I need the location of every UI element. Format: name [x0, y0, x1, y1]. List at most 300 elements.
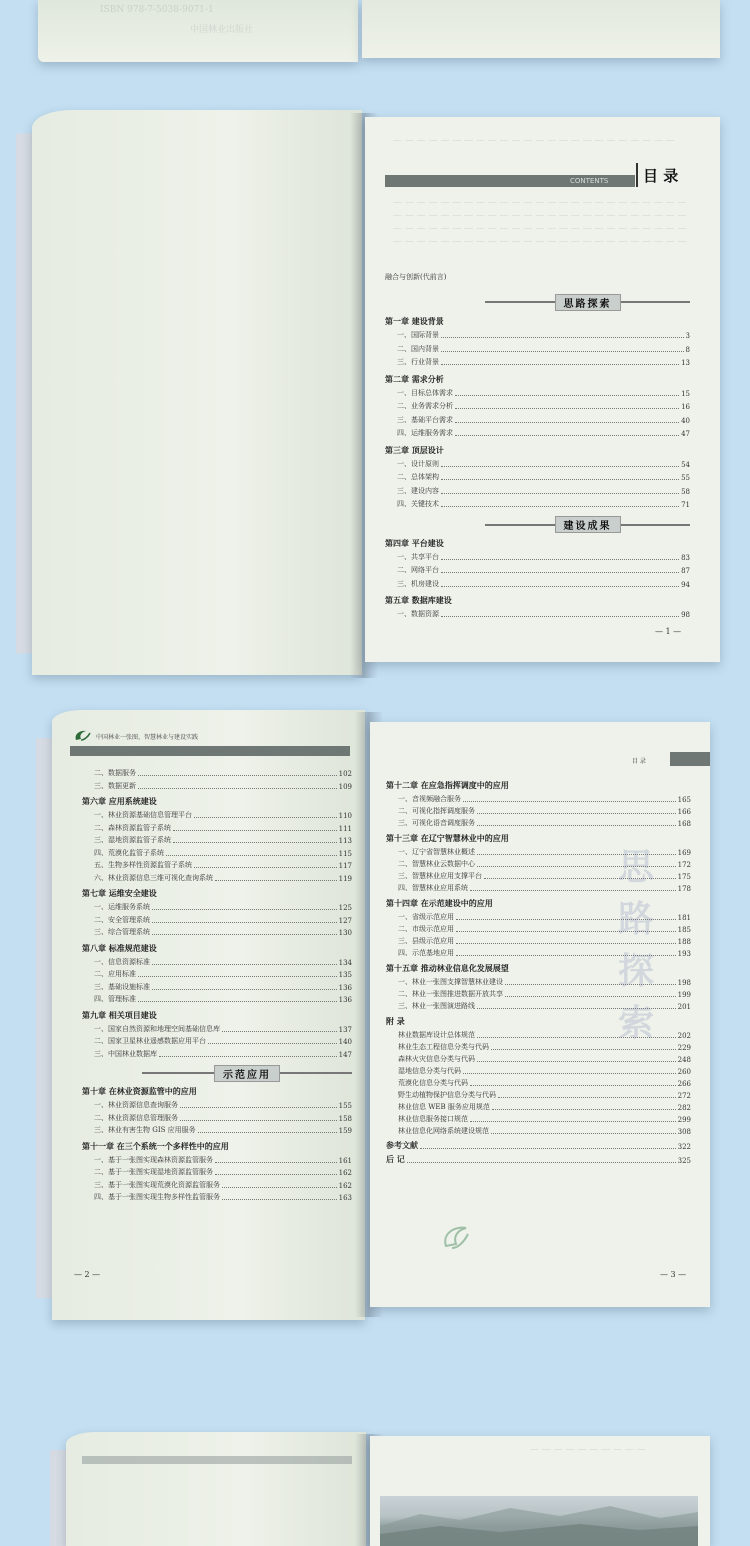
- toc-entry[interactable]: [82, 835, 352, 845]
- toc-entry-title: 三、基础平台需求: [397, 415, 453, 424]
- toc-entry[interactable]: [385, 472, 690, 482]
- toc-entry-title: 三、行业背景: [397, 358, 439, 366]
- toc-entry-title: 三、基于一张图实现荒漠化资源监管服务: [94, 1180, 220, 1189]
- toc-entry-title: 参考文献: [386, 1140, 418, 1150]
- right-header-bar: [670, 752, 710, 766]
- toc-entry-page: 201: [677, 1003, 691, 1011]
- toc-page-3: [386, 780, 691, 1240]
- toc-entry[interactable]: [386, 1126, 691, 1136]
- toc-entry[interactable]: [385, 401, 690, 411]
- toc-entry-page: 308: [677, 1128, 691, 1136]
- book1-faint-text-1: ISBN 978-7-5038-9071-1: [100, 5, 214, 15]
- toc-entry-title: 三、综合管理系统: [94, 928, 150, 936]
- toc-entry[interactable]: [82, 969, 352, 979]
- chapter-title[interactable]: 第十五章 推动林业信息化发展展望: [386, 963, 509, 973]
- toc-entry-title: 二、网络平台: [397, 566, 439, 574]
- dot-leader: [441, 466, 679, 467]
- toc-entry[interactable]: [386, 1066, 691, 1076]
- dot-leader: [505, 996, 676, 997]
- dot-leader: [173, 830, 337, 831]
- right-header-text: 目 录: [632, 758, 646, 765]
- toc-entry-title: 四、基于一张图实现生物多样性监管服务: [94, 1193, 220, 1201]
- contents-header-divider: [636, 163, 638, 187]
- toc-entry[interactable]: [385, 486, 690, 496]
- toc-entry[interactable]: [386, 977, 691, 987]
- dot-leader: [470, 1085, 676, 1086]
- dot-leader: [455, 408, 679, 409]
- book-contents-page-1: [0, 95, 750, 695]
- dot-leader: [477, 854, 676, 855]
- toc-entry-page: 119: [338, 874, 352, 883]
- toc-entry-title: 一、国际背景: [397, 331, 439, 339]
- toc-entry-page: 168: [677, 820, 691, 828]
- toc-entry-page: 175: [677, 873, 691, 881]
- toc-entry[interactable]: [82, 1113, 352, 1123]
- chapter-title[interactable]: 第一章 建设背景: [385, 316, 444, 326]
- dot-leader: [463, 1073, 676, 1074]
- band-label: 示范应用: [214, 1065, 280, 1082]
- dot-leader: [456, 955, 676, 956]
- toc-entry-title: 三、县级示范应用: [398, 937, 454, 945]
- toc-page-1: [385, 272, 690, 632]
- toc-entry-page: 40: [681, 416, 690, 425]
- band-line: [485, 524, 555, 526]
- toc-entry-title: 二、智慧林业云数据中心: [398, 860, 475, 868]
- book-bottom-cropped: [0, 1400, 750, 1546]
- dot-leader: [138, 775, 337, 776]
- dot-leader: [166, 855, 337, 856]
- toc-entry-title: 二、林业一张图推进数据开放共享: [398, 990, 503, 998]
- toc-entry[interactable]: [386, 847, 691, 857]
- toc-entry[interactable]: [385, 330, 690, 340]
- toc-entry-title: 一、国家自然资源和地理空间基础信息库: [94, 1024, 220, 1033]
- toc-entry[interactable]: [385, 344, 690, 354]
- toc-entry[interactable]: [82, 873, 352, 883]
- toc-entry-page: 135: [338, 971, 352, 979]
- toc-entry-title: 四、荒漠化监管子系统: [94, 848, 164, 857]
- toc-entry-page: 113: [338, 837, 352, 845]
- dot-leader: [470, 890, 676, 891]
- toc-entry-title: 一、设计原则: [397, 459, 439, 468]
- dot-leader: [222, 1199, 337, 1200]
- toc-entry[interactable]: [82, 1125, 352, 1135]
- chapter-title[interactable]: 第三章 顶层设计: [385, 444, 444, 455]
- chapter-title[interactable]: 第十三章 在辽宁智慧林业中的应用: [386, 833, 509, 843]
- toc-entry[interactable]: [386, 1054, 691, 1064]
- toc-entry-title: 三、智慧林业应用支撑平台: [398, 872, 482, 880]
- toc-entry-title: 三、可视化语音调度服务: [398, 819, 475, 827]
- toc-entry-page: 136: [338, 996, 352, 1004]
- toc-entry-page: 58: [681, 487, 690, 496]
- left-header-title: 中国林业一张图、智慧林业与建设实践: [96, 734, 199, 741]
- toc-entry-page: 83: [681, 553, 690, 562]
- toc-entry[interactable]: [386, 1141, 691, 1151]
- toc-entry[interactable]: [386, 989, 691, 999]
- toc-entry-title: 三、林业有害生物 GIS 应用服务: [94, 1126, 196, 1134]
- dot-leader: [152, 934, 337, 935]
- toc-entry-page: 172: [677, 861, 691, 869]
- dot-leader: [441, 479, 679, 480]
- chapter-title[interactable]: 第九章 相关项目建设: [82, 1009, 157, 1020]
- toc-entry-page: 185: [677, 926, 691, 934]
- toc-entry[interactable]: [82, 1024, 352, 1034]
- dot-leader: [463, 801, 676, 802]
- toc-entry-page: 169: [677, 849, 691, 857]
- toc-entry-page: 166: [677, 808, 691, 816]
- book-top-cropped: [0, 0, 750, 70]
- dot-leader: [477, 866, 676, 867]
- toc-entry[interactable]: [82, 1100, 352, 1110]
- toc-entry[interactable]: [386, 1030, 691, 1040]
- toc-entry-page: 193: [677, 950, 691, 958]
- toc-entry[interactable]: [386, 1001, 691, 1011]
- toc-entry-title: 一、共享平台: [397, 552, 439, 561]
- toc-entry[interactable]: [82, 1155, 352, 1165]
- toc-entry-page: 71: [681, 501, 690, 509]
- toc-entry[interactable]: [385, 357, 690, 367]
- dot-leader: [441, 586, 679, 587]
- chapter-title[interactable]: 第十二章 在应急指挥调度中的应用: [386, 780, 509, 790]
- toc-entry-page: 165: [677, 796, 691, 804]
- toc-entry-title: 二、国家卫星林业遥感数据应用平台: [94, 1037, 206, 1045]
- toc-entry-title: 四、智慧林业应用系统: [398, 884, 468, 892]
- toc-entry-page: 140: [338, 1038, 352, 1046]
- toc-entry[interactable]: [386, 1114, 691, 1124]
- band-sitl: [485, 295, 690, 309]
- section-band: [142, 1066, 352, 1080]
- dot-leader: [491, 1133, 676, 1134]
- dot-leader: [215, 1174, 337, 1175]
- chapter-title[interactable]: 第八章 标准规范建设: [82, 942, 157, 953]
- toc-entry-title: 四、示范基地应用: [398, 949, 454, 957]
- toc-entry[interactable]: [82, 1036, 352, 1046]
- book2-right-page: — — — — — — — — — — — — — — — — — — — — — — — — CONTENTS 目 录 — — — — — — — — — — — — — — — — — — — — — — — — — — — — — — — — — — — — — — — — — — — — — — — — — — — — — — — — — — — — — — — — — — — — — — — — — — — — — — — — — — — — — — — — — — — — — — — — — — — — 融合与创新(代前言) 思路探索 第一章 建设背景 一、国际背景 3 二、国内背景 8 三、行业背景 13 第二章 需求分析 一、目标总体需求 15 二、业务需求分析 16 三、基础平台需求 40 四、运维服务需求 47 第三章 顶层设计 一、设计原则 54 二、总体架构 55 三、建设内容 58 四、关键技术 71 建设成果 第四章 平台建设 一、共享平台 83 二、网络平台 87 三、机房建设 94 第五章 数据库建设 一、数据资源 98 — 1 —: [365, 117, 720, 662]
- band-line: [142, 1072, 214, 1074]
- chapter-title[interactable]: 第四章 平台建设: [385, 537, 444, 548]
- toc-entry-page: 229: [677, 1044, 691, 1052]
- chapter-title[interactable]: 第七章 运维安全建设: [82, 888, 157, 898]
- toc-entry-page: 102: [338, 770, 352, 778]
- chapter-title[interactable]: 第十四章 在示范建设中的应用: [386, 898, 493, 908]
- dot-leader: [477, 1037, 676, 1038]
- dot-leader: [208, 1043, 337, 1044]
- toc-entry[interactable]: [385, 552, 690, 562]
- toc-entry[interactable]: [82, 957, 352, 967]
- band-label: 思路探索: [555, 294, 621, 311]
- toc-entry[interactable]: [386, 883, 691, 893]
- toc-entry[interactable]: [386, 1155, 691, 1165]
- toc-entry[interactable]: [386, 871, 691, 881]
- toc-entry[interactable]: [386, 936, 691, 946]
- toc-entry-title: 三、基础设施标准: [94, 982, 150, 991]
- dot-leader: [138, 976, 337, 977]
- toc-entry-page: 159: [338, 1127, 352, 1135]
- toc-entry-page: 161: [338, 1156, 352, 1165]
- toc-entry-page: 87: [681, 567, 690, 575]
- toc-entry[interactable]: [82, 768, 352, 778]
- toc-entry-title: 二、林业资源信息管理服务: [94, 1113, 178, 1122]
- toc-entry[interactable]: [385, 609, 690, 619]
- toc-entry-page: 155: [338, 1102, 352, 1110]
- toc-entry-title: 二、业务需求分析: [397, 402, 453, 410]
- toc-entry-title: 湿地信息分类与代码: [398, 1067, 461, 1075]
- band-line: [280, 1072, 352, 1074]
- toc-entry-page: 325: [677, 1157, 691, 1165]
- contents-en-label: CONTENTS: [570, 177, 609, 185]
- dot-leader: [505, 984, 676, 985]
- toc-entry[interactable]: [385, 415, 690, 425]
- dot-leader: [159, 1056, 337, 1057]
- toc-entry-title: 林业生态工程信息分类与代码: [398, 1043, 489, 1051]
- toc-entry-page: 299: [677, 1116, 691, 1124]
- dot-leader: [138, 788, 337, 789]
- toc-entry-title: 二、市级示范应用: [398, 925, 454, 933]
- chapter-title[interactable]: 附 录: [386, 1016, 405, 1026]
- toc-entry-title: 二、基于一张图实现湿地资源监管服务: [94, 1168, 213, 1176]
- dot-leader: [441, 351, 684, 352]
- dot-leader: [152, 909, 337, 910]
- toc-entry-title: 林业信息服务接口规范: [398, 1115, 468, 1123]
- toc-entry[interactable]: [82, 1049, 352, 1059]
- dot-leader: [441, 337, 684, 338]
- toc-entry[interactable]: [385, 459, 690, 469]
- toc-entry-page: 202: [677, 1032, 691, 1040]
- toc-entry-page: 94: [681, 580, 690, 589]
- dot-leader: [180, 1107, 337, 1108]
- chapter-title[interactable]: 第六章 应用系统建设: [82, 796, 157, 806]
- toc-entry-page: 188: [677, 938, 691, 946]
- toc-entry[interactable]: [82, 860, 352, 870]
- toc-entry[interactable]: [82, 902, 352, 912]
- toc-entry-title: 一、林业资源信息查询服务: [94, 1101, 178, 1109]
- toc-entry-title: 一、运维服务系统: [94, 903, 150, 911]
- toc-entry[interactable]: [82, 915, 352, 925]
- toc-entry[interactable]: [385, 565, 690, 575]
- page-number: — 1 —: [655, 627, 682, 636]
- toc-entry-page: 322: [677, 1143, 691, 1151]
- toc-entry[interactable]: [386, 1090, 691, 1100]
- toc-entry-title: 二、国内背景: [397, 344, 439, 353]
- book3-left-page: [52, 710, 365, 1320]
- dot-leader: [455, 422, 679, 423]
- toc-entry[interactable]: [82, 810, 352, 820]
- toc-entry[interactable]: [385, 499, 690, 509]
- chapter-title[interactable]: 第十章 在林业资源监管中的应用: [82, 1086, 197, 1096]
- toc-entry-page: 248: [677, 1056, 691, 1064]
- book4-left-page: [66, 1432, 366, 1546]
- section-band: [485, 518, 690, 532]
- toc-entry[interactable]: [386, 806, 691, 816]
- toc-entry-title: 二、总体架构: [397, 473, 439, 481]
- toc-entry[interactable]: [82, 781, 352, 791]
- dot-leader: [441, 572, 679, 573]
- dot-leader: [441, 616, 679, 617]
- toc-entry-page: 16: [681, 403, 690, 411]
- toc-entry-title: 二、可视化指挥调度服务: [398, 807, 475, 815]
- toc-entry[interactable]: [386, 1102, 691, 1112]
- toc-entry-page: 162: [338, 1169, 352, 1177]
- toc-entry-page: 181: [677, 914, 691, 922]
- toc-entry-page: 127: [338, 916, 352, 925]
- toc-entry-title: 野生动植物保护信息分类与代码: [398, 1091, 496, 1099]
- toc-entry[interactable]: [385, 579, 690, 589]
- toc-entry-title: 一、基于一张图实现森林资源监管服务: [94, 1155, 213, 1164]
- toc-entry-page: 98: [681, 611, 690, 619]
- dot-leader: [441, 506, 679, 507]
- toc-entry-title: 林业数据库设计总体规范: [398, 1031, 475, 1039]
- chapter-title[interactable]: 第五章 数据库建设: [385, 595, 452, 605]
- toc-entry[interactable]: [386, 859, 691, 869]
- toc-entry-title: 二、数据服务: [94, 769, 136, 777]
- toc-entry-page: 272: [677, 1092, 691, 1100]
- toc-entry-title: 一、辽宁省智慧林业概述: [398, 848, 475, 856]
- dot-leader: [477, 1008, 676, 1009]
- landscape-photo: [380, 1496, 698, 1546]
- toc-entry-title: 三、湿地资源监管子系统: [94, 836, 171, 844]
- toc-entry-title: 三、数据更新: [94, 782, 136, 790]
- book3-right-page: [370, 722, 710, 1307]
- toc-entry-title: 四、管理标准: [94, 995, 136, 1003]
- dot-leader: [456, 931, 676, 932]
- dot-leader: [198, 1132, 337, 1133]
- toc-entry[interactable]: [82, 1192, 352, 1202]
- chapter-title[interactable]: 第十一章 在三个系统一个多样性中的应用: [82, 1140, 229, 1151]
- dot-leader: [492, 1109, 676, 1110]
- book1-right-page: [362, 0, 720, 58]
- dot-leader: [152, 964, 337, 965]
- toc-entry-page: 54: [681, 460, 690, 469]
- dot-leader: [477, 825, 676, 826]
- toc-entry[interactable]: [82, 848, 352, 858]
- toc-entry-page: 115: [338, 849, 352, 858]
- toc-entry-page: 199: [677, 991, 691, 999]
- dot-leader: [138, 1001, 337, 1002]
- toc-entry[interactable]: [385, 428, 690, 438]
- toc-entry-title: 一、目标总体需求: [397, 388, 453, 397]
- toc-entry[interactable]: [82, 1180, 352, 1190]
- band-line: [621, 524, 691, 526]
- dot-leader: [222, 1031, 337, 1032]
- dot-leader: [484, 878, 676, 879]
- bottom-logo-icon: [440, 1222, 474, 1256]
- toc-entry-title: 二、森林资源监管子系统: [94, 823, 171, 832]
- toc-entry-page: 260: [677, 1068, 691, 1076]
- toc-entry-page: 130: [338, 929, 352, 937]
- toc-entry-title: 林业信息化网络系统建设规范: [398, 1127, 489, 1135]
- dot-leader: [173, 842, 337, 843]
- toc-entry[interactable]: [385, 388, 690, 398]
- dot-leader: [194, 867, 337, 868]
- toc-entry[interactable]: [386, 924, 691, 934]
- contents-title: 目 录: [643, 167, 679, 185]
- toc-entry-title: 三、建设内容: [397, 486, 439, 495]
- toc-entry-page: 110: [338, 812, 352, 820]
- dot-leader: [470, 1121, 676, 1122]
- toc-entry[interactable]: [386, 912, 691, 922]
- toc-entry-title: 四、运维服务需求: [397, 429, 453, 437]
- dot-leader: [222, 1187, 337, 1188]
- dot-leader: [215, 1162, 337, 1163]
- book-contents-pages-2-3: [0, 700, 750, 1340]
- dot-leader: [407, 1162, 676, 1163]
- toc-preface: 融合与创新(代前言): [385, 273, 447, 281]
- dot-leader: [498, 1097, 676, 1098]
- left-header-bar: [70, 746, 350, 756]
- book4-right-page: — — — — — — — — — —: [370, 1436, 710, 1546]
- toc-entry-page: 3: [685, 332, 690, 340]
- toc-entry-title: 荒漠化信息分类与代码: [398, 1079, 468, 1087]
- toc-entry-page: 282: [677, 1104, 691, 1112]
- page-number: — 3 —: [660, 1270, 687, 1279]
- toc-entry-page: 13: [681, 359, 690, 367]
- toc-entry-page: 163: [338, 1194, 352, 1202]
- toc-entry-title: 一、音视频融合服务: [398, 795, 461, 803]
- toc-entry[interactable]: [386, 1078, 691, 1088]
- dot-leader: [215, 880, 337, 881]
- toc-entry-page: 8: [685, 345, 690, 354]
- toc-entry-page: 198: [677, 979, 691, 987]
- toc-entry-page: 47: [681, 430, 690, 438]
- dot-leader: [441, 559, 679, 560]
- watermark-text: 思路探索: [618, 847, 655, 1044]
- toc-entry[interactable]: [386, 818, 691, 828]
- toc-entry-title: 三、林业一张图演进路线: [398, 1002, 475, 1010]
- dot-leader: [441, 364, 679, 365]
- toc-entry-page: 162: [338, 1181, 352, 1190]
- toc-entry-title: 四、关键技术: [397, 500, 439, 508]
- toc-entry[interactable]: [82, 982, 352, 992]
- toc-entry-page: 178: [677, 885, 691, 893]
- toc-entry-title: 二、安全管理系统: [94, 915, 150, 924]
- dot-leader: [180, 1120, 337, 1121]
- toc-entry[interactable]: [82, 1167, 352, 1177]
- band-label: 建设成果: [555, 516, 621, 533]
- dot-leader: [456, 943, 676, 944]
- toc-entry-title: 林业信息 WEB 服务应用规范: [398, 1103, 490, 1111]
- toc-entry-title: 森林火灾信息分类与代码: [398, 1055, 475, 1063]
- toc-entry-title: 一、林业一张图支撑智慧林业建设: [398, 978, 503, 986]
- toc-entry-title: 后 记: [386, 1154, 405, 1164]
- toc-entry-title: 三、机房建设: [397, 579, 439, 588]
- toc-entry[interactable]: [82, 823, 352, 833]
- toc-entry-page: 134: [338, 958, 352, 967]
- toc-page-2: [82, 768, 352, 1268]
- toc-entry-title: 一、林业资源基础信息管理平台: [94, 811, 192, 819]
- toc-entry-page: 125: [338, 904, 352, 912]
- toc-entry-page: 136: [338, 983, 352, 992]
- toc-entry-title: 五、生物多样性资源监管子系统: [94, 861, 192, 869]
- book2-left-page: [32, 110, 362, 675]
- toc-entry-page: 117: [338, 862, 352, 870]
- toc-entry-page: 137: [338, 1025, 352, 1034]
- toc-entry-title: 一、数据资源: [397, 610, 439, 618]
- toc-entry-page: 158: [338, 1114, 352, 1123]
- toc-entry-title: 三、中国林业数据库: [94, 1049, 157, 1058]
- chapter-title[interactable]: 第二章 需求分析: [385, 373, 444, 384]
- left-logo-icon: [72, 728, 94, 744]
- toc-entry-page: 109: [338, 783, 352, 791]
- toc-entry[interactable]: [82, 994, 352, 1004]
- toc-entry-page: 15: [681, 389, 690, 398]
- dot-leader: [477, 813, 676, 814]
- toc-entry[interactable]: [386, 1042, 691, 1052]
- dot-leader: [152, 989, 337, 990]
- toc-entry-page: 266: [677, 1080, 691, 1088]
- toc-entry[interactable]: [386, 794, 691, 804]
- toc-entry[interactable]: [386, 948, 691, 958]
- toc-entry[interactable]: [82, 927, 352, 937]
- toc-entry-page: 147: [338, 1050, 352, 1059]
